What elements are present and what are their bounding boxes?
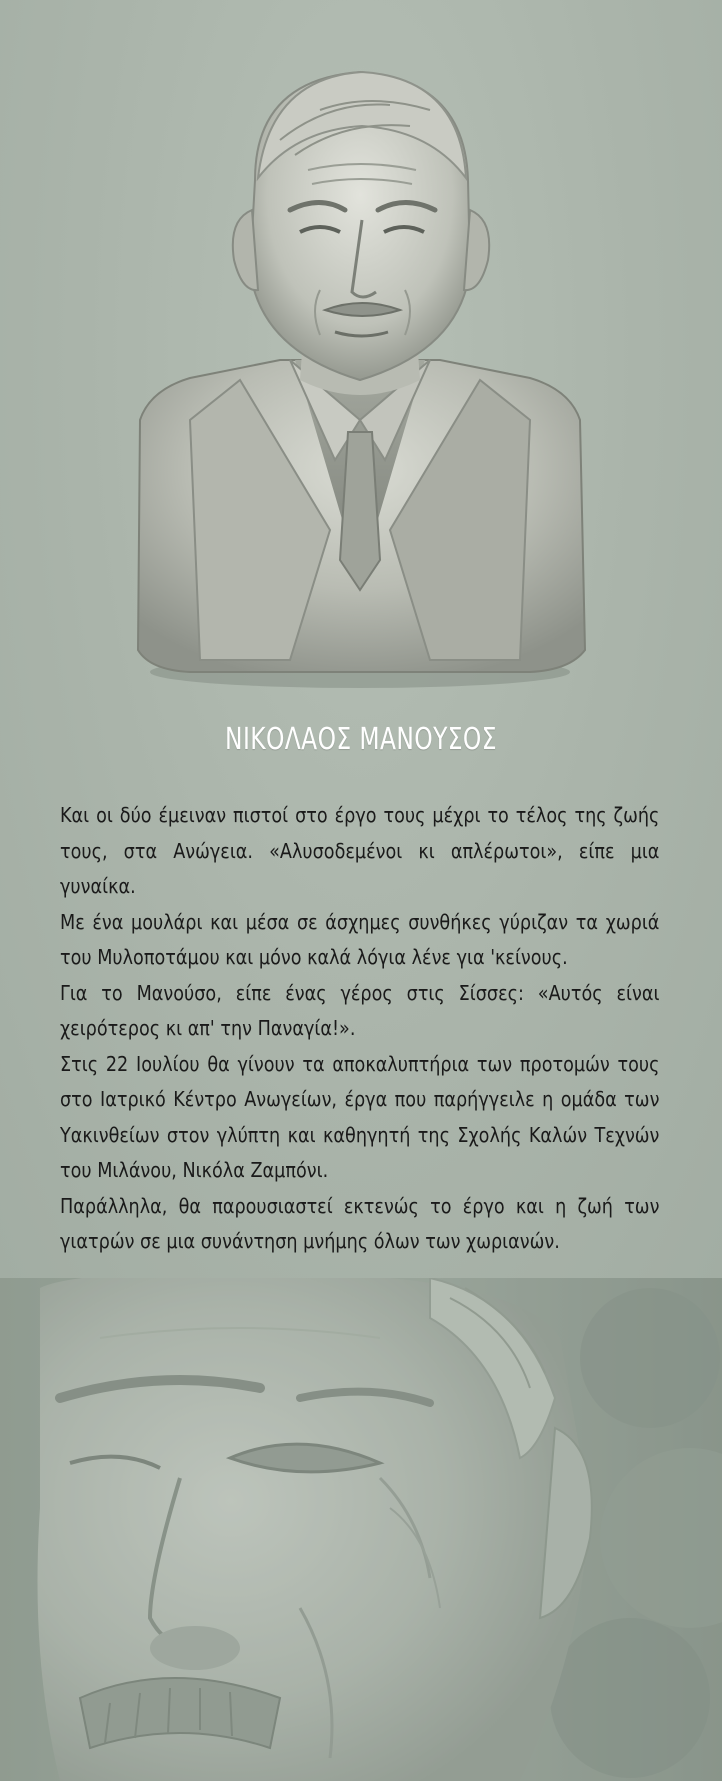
page-title: ΝΙΚΟΛΑΟΣ ΜΑΝΟΥΣΟΣ: [225, 722, 497, 757]
paragraph: Παράλληλα, θα παρουσιαστεί εκτενώς το έργο και η ζωή των γιατρών σε μια συνάντηση μνήμης όλων των χωριανών.: [60, 1193, 660, 1253]
paragraph: Για το Μανούσο, είπε ένας γέρος στις Σίσσες: «Αυτός είναι χειρότερος κι απ' την Παναγία!».: [60, 980, 660, 1040]
bottom-panel: [0, 1278, 722, 1781]
paragraph: Και οι δύο έμειναν πιστοί στο έργο τους μέχρι το τέλος της ζωής τους, στα Ανώγεια. «Αλυσοδεμένοι κι απλέρωτοι», είπε μια γυναίκα.: [60, 803, 660, 898]
article-body: [60, 798, 659, 1260]
paragraph: Με ένα μουλάρι και μέσα σε άσχημες συνθήκες γύριζαν τα χωριά του Μυλοποτάμου και μόνο καλά λόγια λένε για 'κείνους.: [60, 909, 660, 969]
bust-sculpture-image: [130, 60, 590, 700]
paragraph: Στις 22 Ιουλίου θα γίνουν τα αποκαλυπτήρια των προτομών τους στο Ιατρικό Κέντρο Ανωγείων, έργα που παρήγγειλε η ομάδα των Υακινθείων στον γλύπτη και καθηγητή της Σχολής Καλών Τεχνών του Μιλάνου, Νικόλα Ζαμπόνι.: [60, 1051, 660, 1182]
bust-closeup-image: [0, 1278, 722, 1781]
